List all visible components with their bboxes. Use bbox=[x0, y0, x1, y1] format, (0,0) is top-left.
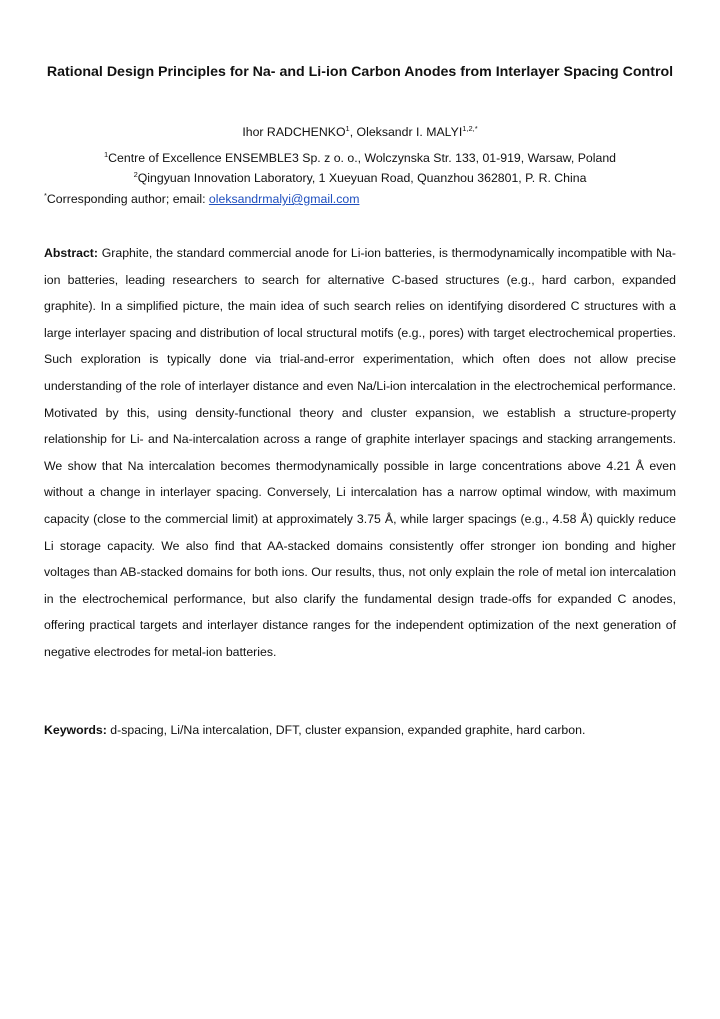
abstract-label: Abstract: bbox=[44, 246, 98, 260]
author-list bbox=[44, 124, 676, 140]
keywords-text: d-spacing, Li/Na intercalation, DFT, cluster expansion, expanded graphite, hard carbon. bbox=[110, 723, 586, 737]
keywords-label: Keywords: bbox=[44, 723, 107, 737]
email-link[interactable]: oleksandrmalyi@gmail.com bbox=[208, 192, 360, 206]
affiliation-text: Qingyuan Innovation Laboratory, 1 Xueyuan Road, Quanzhou 362801, P. R. China bbox=[137, 171, 587, 185]
corresponding-author bbox=[44, 191, 359, 207]
affiliation-marker: 1 bbox=[103, 150, 109, 159]
author-name: Ihor RADCHENKO bbox=[242, 125, 346, 139]
abstract bbox=[44, 240, 676, 666]
affiliation-marker: 2 bbox=[133, 170, 138, 179]
keywords bbox=[44, 722, 676, 738]
affiliation bbox=[44, 170, 676, 186]
affiliation-text: Centre of Excellence ENSEMBLE3 Sp. z o. o., Wolczynska Str. 133, 01-919, Warsaw, Poland bbox=[108, 151, 616, 165]
author-name: Oleksandr I. MALYI bbox=[356, 125, 463, 139]
author-affiliation-marker: 1 bbox=[345, 124, 350, 133]
affiliation bbox=[44, 150, 676, 166]
author-affiliation-marker: 1,2,* bbox=[462, 124, 478, 133]
abstract-text: Graphite, the standard commercial anode for Li-ion batteries, is thermodynamically incompatible with Na-ion batteries, leading researchers to search for alternative C-based structures (e.g., hard carbon, expanded graphite). In a simplified picture, the main idea of such search relies on identifying disordered C structures with a large interlayer spacing and distribution of local structural motifs (e.g., pores) with target electrochemical properties. Such exploration is typically done via trial-and-error experimentation, which often does not allow precise understanding of the role of interlayer distance and even Na/Li-ion intercalation in the electrochemical performance. Motivated by this, using density-functional theory and cluster expansion, we establish a structure-property relationship for Li- and Na-intercalation across a range of graphite interlayer spacings and stacking arrangements. We show that Na intercalation becomes thermodynamically possible in large concentrations above 4.21 Å even without a change in interlayer spacing. Conversely, Li intercalation has a narrow optimal window, with maximum capacity (close to the commercial limit) at approximately 3.75 Å, while larger spacings (e.g., 4.58 Å) quickly reduce Li storage capacity. We also find that AA-stacked domains consistently offer stronger ion bonding and higher voltages than AB-stacked domains for both ions. Our results, thus, not only explain the role of metal ion intercalation in the electrochemical performance, but also clarify the fundamental design trade-offs for expanded C anodes, offering practical targets and interlayer distance ranges for the independent optimization of the next generation of negative electrodes for metal-ion batteries. bbox=[44, 246, 676, 659]
author-separator: , bbox=[349, 125, 357, 139]
corresponding-marker: * bbox=[44, 191, 47, 200]
paper-title: Rational Design Principles for Na- and Li-ion Carbon Anodes from Interlayer Spacing Control bbox=[46, 64, 674, 80]
corresponding-label: Corresponding author; email: bbox=[46, 192, 209, 206]
